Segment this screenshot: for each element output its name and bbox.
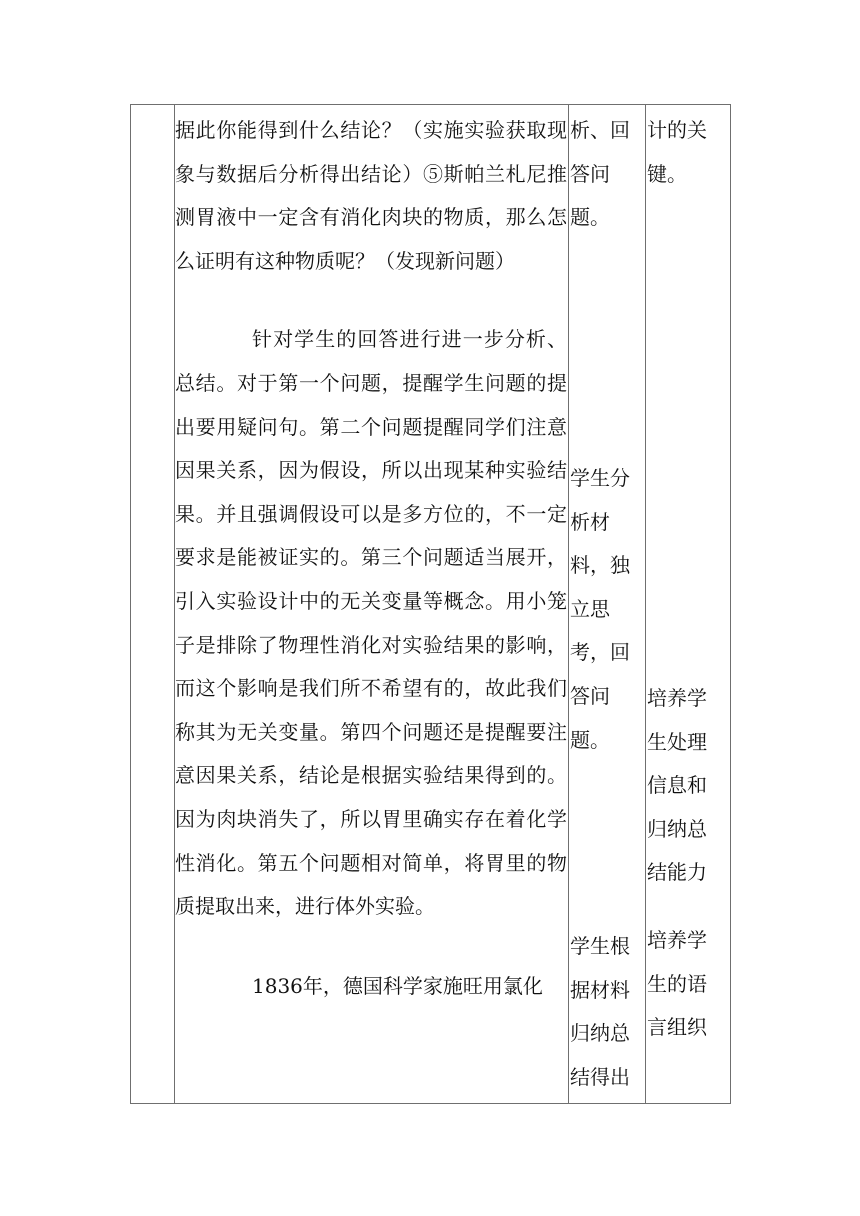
teaching-paragraph: 针对学生的回答进行进一步分析、总结。对于第一个问题，提醒学生问题的提出要用疑问句。第二个问题提醒同学们注意因果关系，因为假设，所以出现某种实验结果。并且强调假设可以是多方位的，不一定要求是能被证实的。第三个问题适当展开，引入实验设计中的无关变量等概念。用小笼子是排除了物理性消化对实验结果的影响，而这个影响是我们所不希望有的，故此我们称其为无关变量。第四个问题还是提醒要注意因果关系，结论是根据实验结果得到的。因为肉块消失了，所以胃里确实存在着化学性消化。第五个问题相对简单，将胃里的物质提取出来，进行体外实验。 [175, 327, 567, 919]
teacher-activity-cell [175, 105, 567, 1103]
student-activity-cell [570, 105, 644, 1103]
lesson-plan-table [130, 104, 731, 1104]
design-intent-cell [647, 105, 731, 1103]
column-divider [645, 105, 646, 1103]
column-divider [568, 105, 569, 1103]
student-activity-text: 析、回答问题。 [570, 118, 630, 230]
design-intent-text: 培养学生的语言组织 [647, 928, 707, 1040]
teaching-paragraph: 1836年，德国科学家施旺用氯化 [252, 973, 543, 998]
teaching-paragraph: 据此你能得到什么结论？（实施实验获取现象与数据后分析得出结论）⑤斯帕兰札尼推测胃液中一定含有消化肉块的物质，那么怎么证明有这种物质呢？（发现新问题） [175, 118, 567, 273]
student-activity-text: 学生根据材料归纳总结得出 [570, 934, 630, 1089]
student-activity-text: 学生分析材料，独立思考，回答问题。 [570, 466, 630, 752]
design-intent-text: 培养学生处理信息和归纳总结能力 [647, 686, 707, 885]
design-intent-text: 计的关键。 [647, 118, 707, 186]
